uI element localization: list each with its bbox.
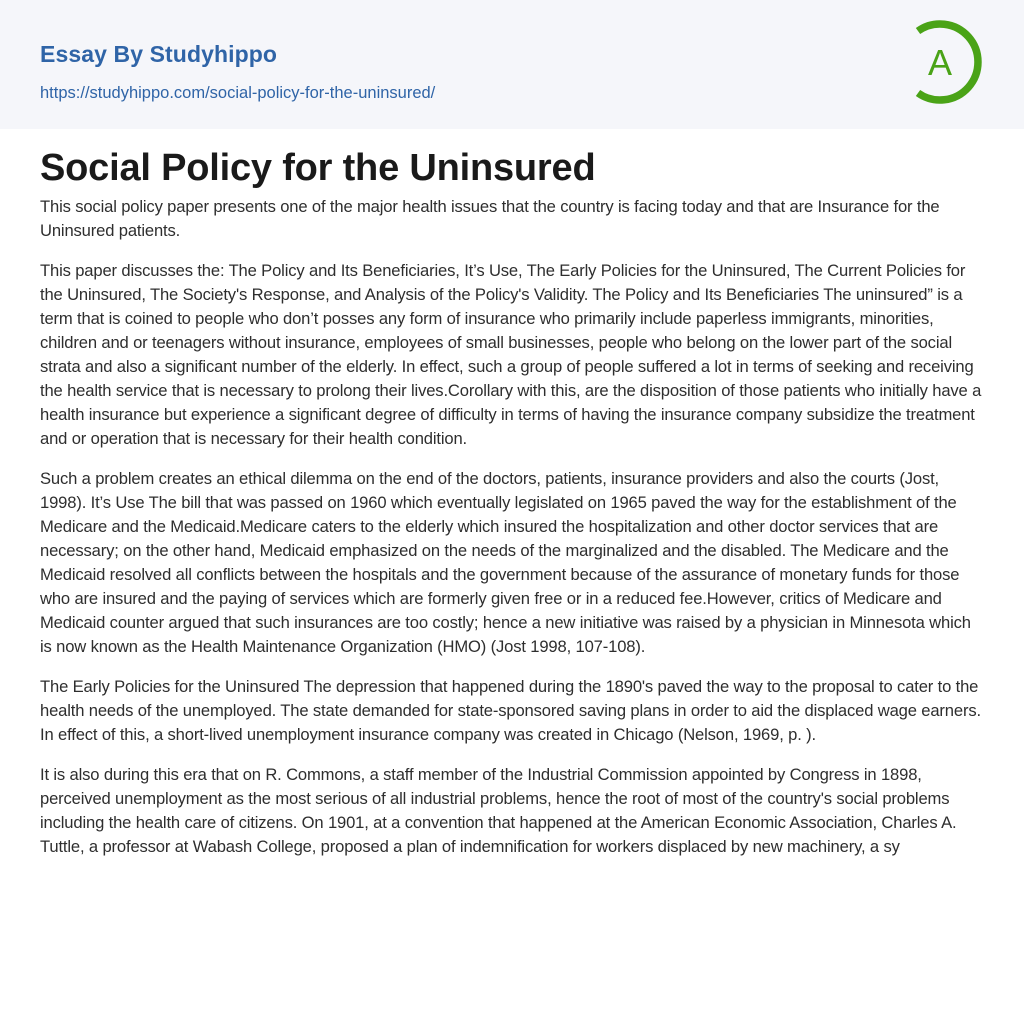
article	[0, 146, 1024, 859]
brand-title: Essay By Studyhippo	[40, 41, 278, 67]
article-paragraph: This paper discusses the: The Policy and Its Beneficiaries, It’s Use, The Early Policies for the Uninsured, The Current Policies for the Uninsured, The Society's Response, and Analysis of the Policy's Validity. The Policy and Its Beneficiaries The uninsured” is a term that is coined to people who don’t posses any form of insurance who primarily include paperless immigrants, minorities, children and or teenagers without insurance, employees of small businesses, people who belong on the lower part of the social strata and also a significant number of the elderly. In effect, such a group of people suffered a lot in terms of seeking and receiving the health service that is necessary to prolong their lives.Corollary with this, are the disposition of those patients who initially have a health insurance but experience a significant degree of difficulty in terms of having the insurance company subsidize the treatment and or operation that is necessary for their health condition.	[40, 261, 982, 448]
article-paragraph: This social policy paper presents one of the major health issues that the country is facing today and that are Insurance for the Uninsured patients.	[40, 197, 940, 240]
site-header	[0, 0, 1024, 129]
article-paragraph: Such a problem creates an ethical dilemma on the end of the doctors, patients, insurance providers and also the courts (Jost, 1998). It’s Use The bill that was passed on 1960 which eventually legislated on 1965 paved the way for the establishment of the Medicare and the Medicaid.Medicare caters to the elderly which insured the hospitalization and other doctor services that are necessary; on the other hand, Medicaid emphasized on the needs of the marginalized and the disabled. The Medicare and the Medicaid resolved all conflicts between the hospitals and the government because of the assurance of monetary funds for those who are insured and the paying of services which are formerly given free or in a reduced fee.However, critics of Medicare and Medicaid counter argued that such insurances are too costly; hence a new initiative was raised by a physician in Minnesota which is now known as the Health Maintenance Organization (HMO) (Jost 1998, 107-108).	[40, 469, 971, 656]
source-url-link[interactable]: https://studyhippo.com/social-policy-for-the-uninsured/	[40, 84, 436, 102]
logo-letter: A	[927, 42, 953, 83]
studyhippo-logo-icon	[904, 17, 990, 107]
page-title: Social Policy for the Uninsured	[40, 147, 596, 189]
article-paragraph: The Early Policies for the Uninsured The depression that happened during the 1890's paved the way to the proposal to cater to the health needs of the unemployed. The state demanded for state-sponsored saving plans in order to aid the displaced wage earners. In effect of this, a short-lived unemployment insurance company was created in Chicago (Nelson, 1969, p. ).	[40, 677, 981, 744]
article-paragraph: It is also during this era that on R. Commons, a staff member of the Industrial Commission appointed by Congress in 1898, perceived unemployment as the most serious of all industrial problems, hence the root of most of the country's social problems including the health care of citizens. On 1901, at a convention that happened at the American Economic Association, Charles A. Tuttle, a professor at Wabash College, proposed a plan of indemnification for workers displaced by new machinery, a sy	[40, 765, 957, 856]
